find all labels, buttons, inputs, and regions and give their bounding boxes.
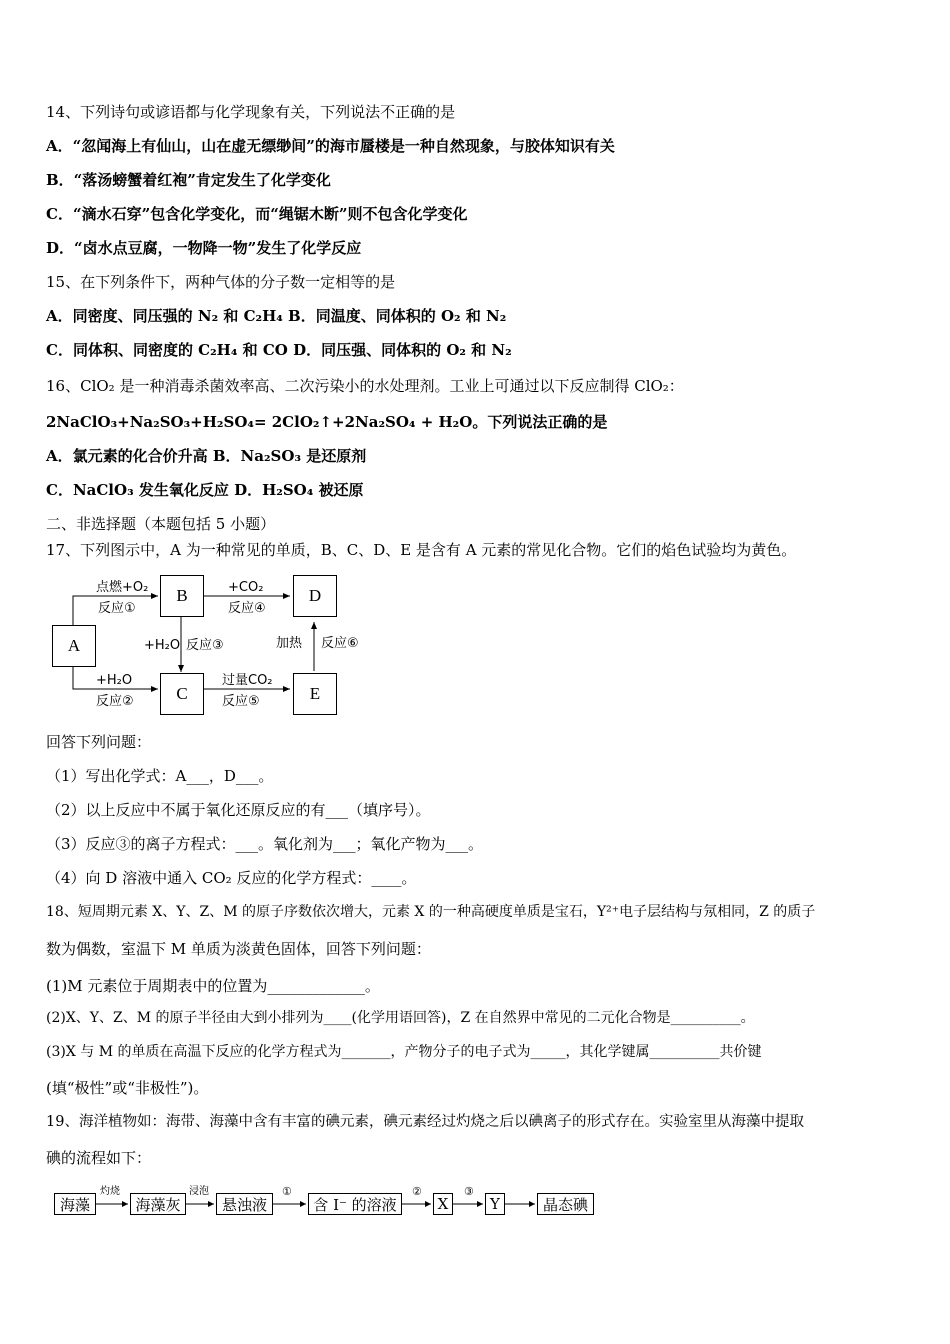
flow-step-crystal-iodine: 晶态碘 [537, 1193, 594, 1215]
q18-part-3b: (填“极性”或“非极性”)。 [46, 1079, 209, 1097]
q19-stem-line-1: 19、海洋植物如：海带、海藻中含有丰富的碘元素，碘元素经过灼烧之后以碘离子的形式存在。实验室里从海藻中提取 [46, 1114, 804, 1130]
q16-options-ab: A．氯元素的化合价升高 B．Na₂SO₃ 是还原剂 [46, 447, 367, 465]
q18-part-3: (3)X 与 M 的单质在高温下反应的化学方程式为_______，产物分子的电子式为_____，其化学键属__________共价键 [46, 1044, 762, 1060]
q15-options-ab: A．同密度、同压强的 N₂ 和 C₂H₄ B．同温度、同体积的 O₂ 和 N₂ [46, 307, 507, 325]
q15-options-cd: C．同体积、同密度的 C₂H₄ 和 CO D．同压强、同体积的 O₂ 和 N₂ [46, 341, 512, 359]
q17-part-4: （4）向 D 溶液中通入 CO₂ 反应的化学方程式：____。 [46, 869, 417, 887]
q17-part-2: （2）以上反应中不属于氧化还原反应的有___（填序号）。 [46, 801, 431, 819]
label-ce-top: 过量CO₂ [222, 673, 273, 688]
q17-prompt: 回答下列问题： [46, 733, 152, 751]
flow-label-burn: 灼烧 [100, 1186, 120, 1197]
q14-option-a: A．“忽闻海上有仙山，山在虚无缥缈间”的海市蜃楼是一种自然现象，与胶体知识有关 [46, 137, 615, 155]
section-title: 二、非选择题（本题包括 5 小题） [46, 515, 276, 533]
flow-step-suspension: 悬浊液 [216, 1193, 273, 1215]
q18-stem-line-1: 18、短周期元素 X、Y、Z、M 的原子序数依次增大，元素 X 的一种高硬度单质是宝石，Y²⁺电子层结构与氖相同，Z 的质子 [46, 904, 816, 920]
q14-stem: 14、下列诗句或谚语都与化学现象有关，下列说法不正确的是 [46, 103, 456, 121]
flow-step-y: Y [485, 1193, 505, 1215]
flow-step-ash: 海藻灰 [130, 1193, 186, 1215]
node-a: A [52, 625, 96, 667]
label-ed-right: 反应⑥ [321, 636, 359, 651]
flow-label-step2: ② [412, 1185, 422, 1198]
q18-part-1: (1)M 元素位于周期表中的位置为_____________。 [46, 977, 380, 995]
q16-equation: 2NaClO₃+Na₂SO₃+H₂SO₄= 2ClO₂↑+2Na₂SO₄ + H₂O。下列说法正确的是 [46, 413, 608, 431]
label-ac-top: +H₂O [96, 673, 133, 688]
label-bc-right: 反应③ [186, 638, 224, 653]
node-e: E [293, 673, 337, 715]
flow-step-x: X [433, 1193, 453, 1215]
flow-step-iodide-solution: 含 I⁻ 的溶液 [308, 1193, 402, 1215]
q14-option-b: B．“落汤螃蟹着红袍”肯定发生了化学变化 [46, 171, 331, 189]
flow-step-seaweed: 海藻 [54, 1193, 96, 1215]
q17-stem: 17、下列图示中，A 为一种常见的单质，B、C、D、E 是含有 A 元素的常见化合物。它们的焰色试验均为黄色。 [46, 541, 797, 559]
label-bd-bot: 反应④ [228, 601, 266, 616]
extraction-flowchart [54, 1183, 614, 1223]
q16-stem: 16、ClO₂ 是一种消毒杀菌效率高、二次污染小的水处理剂。工业上可通过以下反应制得 ClO₂： [46, 377, 684, 395]
flow-label-soak: 浸泡 [189, 1186, 209, 1197]
q18-part-2: (2)X、Y、Z、M 的原子半径由大到小排列为____(化学用语回答)，Z 在自然界中常见的二元化合物是__________。 [46, 1010, 755, 1026]
label-bd-top: +CO₂ [228, 580, 264, 595]
q15-stem: 15、在下列条件下，两种气体的分子数一定相等的是 [46, 273, 396, 291]
q19-stem-line-2: 碘的流程如下： [46, 1149, 152, 1167]
q17-part-3: （3）反应③的离子方程式：___。氧化剂为___；氧化产物为___。 [46, 835, 484, 853]
q18-stem-line-2: 数为偶数，室温下 M 单质为淡黄色固体，回答下列问题： [46, 940, 431, 958]
label-ac-bot: 反应② [96, 694, 134, 709]
label-ce-bot: 反应⑤ [222, 694, 260, 709]
flow-label-step1: ① [282, 1185, 292, 1198]
label-bc-left: +H₂O [144, 638, 181, 653]
reaction-diagram [48, 570, 378, 720]
q17-part-1: （1）写出化学式：A___，D___。 [46, 767, 274, 785]
label-ab-top: 点燃+O₂ [96, 580, 149, 595]
flow-label-step3: ③ [464, 1185, 474, 1198]
q14-option-c: C．“滴水石穿”包含化学变化，而“绳锯木断”则不包含化学变化 [46, 205, 468, 223]
label-ed-left: 加热 [276, 636, 303, 651]
node-d: D [293, 575, 337, 617]
q16-options-cd: C．NaClO₃ 发生氧化反应 D．H₂SO₄ 被还原 [46, 481, 364, 499]
label-ab-bot: 反应① [98, 601, 136, 616]
q14-option-d: D．“卤水点豆腐，一物降一物”发生了化学反应 [46, 239, 362, 257]
node-b: B [160, 575, 204, 617]
node-c: C [160, 673, 204, 715]
